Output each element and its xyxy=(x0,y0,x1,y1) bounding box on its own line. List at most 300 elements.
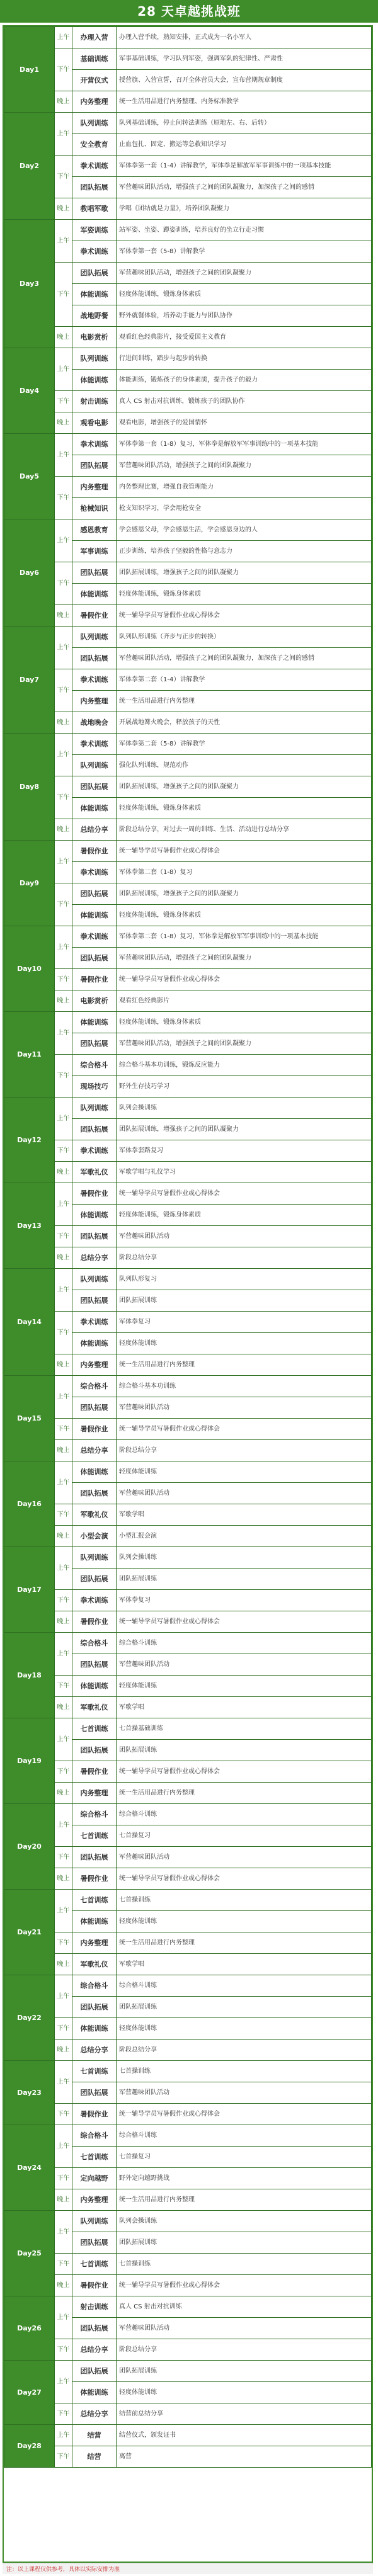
half-label: 上午 xyxy=(55,841,72,883)
half-label: 上午 xyxy=(55,1183,72,1226)
table-row xyxy=(4,263,372,284)
activity-description: 团队拓展训练 xyxy=(117,2361,372,2382)
activity-name: 安全教育 xyxy=(72,134,117,156)
table-row xyxy=(4,2403,372,2425)
activity-name: 内务整理 xyxy=(72,1354,117,1376)
half-label: 晚上 xyxy=(55,605,72,627)
half-label: 下午 xyxy=(55,1055,72,1098)
activity-description: 轻度体能训练 xyxy=(117,1461,372,1483)
table-row xyxy=(4,819,372,841)
activity-name: 拳术训练 xyxy=(72,862,117,883)
activity-name: 电影赏析 xyxy=(72,327,117,348)
half-label: 上午 xyxy=(55,519,72,562)
half-label: 上午 xyxy=(55,734,72,776)
day-label: Day11 xyxy=(4,1012,55,1098)
activity-name: 团队拓展 xyxy=(72,455,117,477)
activity-description: 军体拳套路复习 xyxy=(117,1140,372,1162)
half-label: 下午 xyxy=(55,2254,72,2275)
half-label: 晚上 xyxy=(55,412,72,434)
table-row xyxy=(4,412,372,434)
table-row xyxy=(4,734,372,755)
activity-name: 综合格斗 xyxy=(72,1804,117,1825)
activity-description: 统一生活用品进行内务整理 xyxy=(117,2189,372,2211)
half-label: 下午 xyxy=(55,2339,72,2361)
half-label: 晚上 xyxy=(55,990,72,1012)
table-row xyxy=(4,1376,372,1397)
activity-description: 统一辅导学员写暑假作业或心得体会 xyxy=(117,1183,372,1205)
half-label: 晚上 xyxy=(55,1247,72,1269)
table-row xyxy=(4,1140,372,1162)
table-row xyxy=(4,1954,372,1975)
half-label: 上午 xyxy=(55,348,72,391)
day-label: Day18 xyxy=(4,1633,55,1718)
activity-description: 军事基础训练，学习队列军姿，强调军队的纪律性、严肃性 xyxy=(117,48,372,70)
activity-name: 军歌礼仪 xyxy=(72,1162,117,1183)
activity-name: 射击训练 xyxy=(72,2296,117,2318)
activity-description: 队列基础训练，停止间转法训练（原地左、右、后转） xyxy=(117,113,372,134)
activity-description: 军营趣味团队活动，增强孩子之间的团队凝聚力，加深孩子之间的感情 xyxy=(117,177,372,198)
day-label: Day23 xyxy=(4,2061,55,2125)
activity-description: 团队拓展训练，增强孩子之间的团队凝聚力 xyxy=(117,883,372,905)
half-label: 晚上 xyxy=(55,1868,72,1890)
table-row xyxy=(4,1761,372,1783)
activity-description: 学会感恩父母，学会感恩生活，学会感恩身边的人 xyxy=(117,519,372,541)
activity-description: 统一生活用品进行内务整理 xyxy=(117,691,372,712)
activity-name: 军事训练 xyxy=(72,541,117,562)
table-row xyxy=(4,1055,372,1076)
activity-name: 体能训练 xyxy=(72,1911,117,1932)
activity-name: 现场技巧 xyxy=(72,1076,117,1098)
activity-description: 综合格斗训练 xyxy=(117,2125,372,2147)
activity-name: 定向越野 xyxy=(72,2168,117,2189)
half-label: 晚上 xyxy=(55,819,72,841)
activity-description: 统一生活用品进行内务整理 xyxy=(117,1932,372,1954)
activity-description: 军体拳第一套（1-8）复习，军体拳是解放军军事训练中的一项基本技能 xyxy=(117,434,372,455)
activity-name: 战地晚会 xyxy=(72,712,117,734)
activity-name: 七首训练 xyxy=(72,1825,117,1847)
activity-name: 拳术训练 xyxy=(72,1140,117,1162)
table-row xyxy=(4,198,372,220)
activity-description: 七首操基础训练 xyxy=(117,1718,372,1740)
day-label: Day19 xyxy=(4,1718,55,1804)
activity-description: 军体拳复习 xyxy=(117,1590,372,1611)
activity-name: 总结分享 xyxy=(72,819,117,841)
half-label: 下午 xyxy=(55,1312,72,1354)
half-label: 上午 xyxy=(55,2296,72,2339)
table-row xyxy=(4,2361,372,2382)
table-row xyxy=(4,1847,372,1868)
activity-name: 综合格斗 xyxy=(72,2125,117,2147)
activity-name: 团队拓展 xyxy=(72,2232,117,2254)
table-row xyxy=(4,1012,372,1033)
activity-name: 团队拓展 xyxy=(72,1740,117,1761)
activity-name: 总结分享 xyxy=(72,2403,117,2425)
day-label: Day24 xyxy=(4,2125,55,2211)
activity-description: 真人 CS 射击对抗训练，锻炼孩子的团队协作 xyxy=(117,391,372,412)
half-label: 上午 xyxy=(55,2061,72,2104)
activity-description: 站军姿、坐姿、蹲姿训练，培养良好的坐立行走习惯 xyxy=(117,220,372,241)
table-row xyxy=(4,2211,372,2232)
activity-description: 军歌学唱 xyxy=(117,1697,372,1718)
activity-description: 阶段总结分享，对过去一周的训练、生活、活动进行总结分享 xyxy=(117,819,372,841)
activity-name: 总结分享 xyxy=(72,1247,117,1269)
half-label: 下午 xyxy=(55,1847,72,1868)
activity-name: 团队拓展 xyxy=(72,883,117,905)
half-label: 晚上 xyxy=(55,712,72,734)
activity-name: 内务整理 xyxy=(72,477,117,498)
activity-name: 团队拓展 xyxy=(72,2082,117,2104)
table-row xyxy=(4,1440,372,1461)
activity-name: 观看电影 xyxy=(72,412,117,434)
table-row xyxy=(4,562,372,584)
half-label: 下午 xyxy=(55,391,72,412)
activity-description: 团队拓展训练，增强孩子之间的团队凝聚力 xyxy=(117,562,372,584)
activity-description: 轻度体能训练 xyxy=(117,2382,372,2403)
day-label: Day7 xyxy=(4,627,55,734)
activity-name: 暑假作业 xyxy=(72,841,117,862)
activity-description: 七首操复习 xyxy=(117,1825,372,1847)
activity-description: 军歌学唱 xyxy=(117,1504,372,1526)
activity-name: 内务整理 xyxy=(72,91,117,113)
activity-description: 观看红色经典影片，接受爱国主义教育 xyxy=(117,327,372,348)
half-label: 上午 xyxy=(55,1975,72,2018)
activity-name: 开营仪式 xyxy=(72,70,117,91)
activity-description: 军营趣味团队活动，增强孩子之间的团队凝聚力 xyxy=(117,455,372,477)
activity-name: 体能训练 xyxy=(72,370,117,391)
activity-name: 团队拓展 xyxy=(72,1654,117,1676)
activity-name: 感恩教育 xyxy=(72,519,117,541)
activity-description: 团队拓展训练 xyxy=(117,1569,372,1590)
activity-description: 统一生活用品进行内务整理、内务标准教学 xyxy=(117,91,372,113)
activity-description: 团队拓展训练 xyxy=(117,1740,372,1761)
day-label: Day15 xyxy=(4,1376,55,1461)
activity-description: 统一辅导学员写暑假作业或心得体会 xyxy=(117,2104,372,2125)
half-label: 上午 xyxy=(55,2125,72,2168)
activity-name: 团队拓展 xyxy=(72,2318,117,2339)
table-row xyxy=(4,712,372,734)
half-label: 上午 xyxy=(55,2425,72,2446)
table-row xyxy=(4,1526,372,1547)
footer-note: 注：以上课程仅供参考，具体以实际安排为准 xyxy=(6,2567,120,2573)
activity-description: 办理入营手续，熟知安排，正式成为一名小军人 xyxy=(117,27,372,48)
activity-name: 团队拓展 xyxy=(72,1847,117,1868)
table-row xyxy=(4,605,372,627)
activity-name: 体能训练 xyxy=(72,2018,117,2040)
half-label: 下午 xyxy=(55,883,72,926)
half-label: 下午 xyxy=(55,1590,72,1611)
half-label: 下午 xyxy=(55,1226,72,1247)
table-row xyxy=(4,1312,372,1333)
activity-description: 军营趣味团队活动，增强孩子之间的团队凝聚力 xyxy=(117,263,372,284)
day-label: Day27 xyxy=(4,2361,55,2425)
activity-name: 办理入营 xyxy=(72,27,117,48)
activity-description: 体能训练，锻炼孩子的身体素质，提升孩子的毅力 xyxy=(117,370,372,391)
table-row xyxy=(4,2275,372,2296)
activity-description: 队列队形训练（齐步与正步的转换） xyxy=(117,627,372,648)
activity-name: 内务整理 xyxy=(72,691,117,712)
half-label: 下午 xyxy=(55,48,72,91)
activity-name: 七首训练 xyxy=(72,1890,117,1911)
table-row xyxy=(4,1098,372,1119)
table-row xyxy=(4,883,372,905)
activity-name: 团队拓展 xyxy=(72,1483,117,1504)
activity-name: 结营 xyxy=(72,2425,117,2446)
activity-description: 结营前总结分享 xyxy=(117,2403,372,2425)
table-row xyxy=(4,91,372,113)
half-label: 晚上 xyxy=(55,1697,72,1718)
activity-name: 拳术训练 xyxy=(72,1590,117,1611)
activity-description: 野外生存技巧学习 xyxy=(117,1076,372,1098)
day-label: Day12 xyxy=(4,1098,55,1183)
table-row xyxy=(4,926,372,948)
half-label: 上午 xyxy=(55,1633,72,1676)
activity-name: 七首训练 xyxy=(72,2254,117,2275)
activity-name: 基础训练 xyxy=(72,48,117,70)
activity-description: 轻度体能训练，锻炼身体素质 xyxy=(117,584,372,605)
half-label: 上午 xyxy=(55,1718,72,1761)
half-label: 晚上 xyxy=(55,1611,72,1633)
activity-description: 军体拳复习 xyxy=(117,1312,372,1333)
activity-name: 团队拓展 xyxy=(72,1119,117,1140)
activity-description: 小型汇报会演 xyxy=(117,1526,372,1547)
activity-description: 军营趣味团队活动 xyxy=(117,1847,372,1868)
activity-name: 内务整理 xyxy=(72,1783,117,1804)
activity-name: 拳术训练 xyxy=(72,241,117,263)
activity-description: 授营旗、入营宣誓，召开全体营员大会，宣布营期规章制度 xyxy=(117,70,372,91)
table-row xyxy=(4,1932,372,1954)
activity-name: 综合格斗 xyxy=(72,1975,117,1997)
table-row xyxy=(4,327,372,348)
activity-description: 队列会操训练 xyxy=(117,1547,372,1569)
activity-name: 总结分享 xyxy=(72,2040,117,2061)
activity-name: 军歌礼仪 xyxy=(72,1504,117,1526)
activity-name: 拳术训练 xyxy=(72,156,117,177)
half-label: 下午 xyxy=(55,156,72,198)
activity-name: 团队拓展 xyxy=(72,1290,117,1312)
table-row xyxy=(4,1354,372,1376)
day-label: Day10 xyxy=(4,926,55,1012)
table-row xyxy=(4,2254,372,2275)
day-label: Day9 xyxy=(4,841,55,926)
half-label: 上午 xyxy=(55,627,72,669)
activity-description: 七首操训练 xyxy=(117,2254,372,2275)
activity-description: 七首操训练 xyxy=(117,1890,372,1911)
half-label: 上午 xyxy=(55,434,72,477)
activity-description: 统一辅导学员写暑假作业或心得体会 xyxy=(117,841,372,862)
activity-description: 综合格斗训练 xyxy=(117,1804,372,1825)
half-label: 上午 xyxy=(55,2361,72,2403)
activity-name: 体能训练 xyxy=(72,905,117,926)
table-row xyxy=(4,2296,372,2318)
activity-description: 开展战地篝火晚会，释放孩子的天性 xyxy=(117,712,372,734)
day-label: Day26 xyxy=(4,2296,55,2361)
activity-description: 阶段总结分享 xyxy=(117,2040,372,2061)
table-row xyxy=(4,1633,372,1654)
activity-name: 暑假作业 xyxy=(72,1868,117,1890)
activity-description: 观看电影，增强孩子的爱国情怀 xyxy=(117,412,372,434)
half-label: 下午 xyxy=(55,776,72,819)
activity-description: 队列会操训练 xyxy=(117,2211,372,2232)
activity-description: 轻度体能训练，锻炼身体素质 xyxy=(117,798,372,819)
half-label: 下午 xyxy=(55,969,72,990)
activity-description: 七首操复习 xyxy=(117,2147,372,2168)
half-label: 晚上 xyxy=(55,91,72,113)
table-row xyxy=(4,2425,372,2446)
table-row xyxy=(4,1461,372,1483)
activity-description: 军歌学唱 xyxy=(117,1954,372,1975)
activity-name: 综合格斗 xyxy=(72,1055,117,1076)
activity-description: 轻度体能训练，锻炼身体素质 xyxy=(117,905,372,926)
half-label: 上午 xyxy=(55,113,72,156)
activity-description: 轻度体能训练，锻炼身体素质 xyxy=(117,1205,372,1226)
activity-name: 内务整理 xyxy=(72,1932,117,1954)
activity-description: 军体拳第一套（1-4）讲解教学，军体拳是解放军军事训练中的一项基本技能 xyxy=(117,156,372,177)
day-label: Day5 xyxy=(4,434,55,519)
activity-description: 综合格斗基本功训练 xyxy=(117,1376,372,1397)
day-label: Day1 xyxy=(4,27,55,113)
half-label: 晚上 xyxy=(55,2189,72,2211)
table-row xyxy=(4,776,372,798)
activity-description: 军营趣味团队活动，增强孩子之间的团队凝聚力 xyxy=(117,1033,372,1055)
activity-name: 团队拓展 xyxy=(72,648,117,669)
activity-description: 军体拳第一套（5-8）讲解教学 xyxy=(117,241,372,263)
table-row xyxy=(4,2339,372,2361)
activity-description: 军营趣味团队活动，增强孩子之间的团队凝聚力 xyxy=(117,948,372,969)
table-row xyxy=(4,1419,372,1440)
activity-description: 团队拓展训练，增强孩子之间的团队凝聚力 xyxy=(117,1119,372,1140)
activity-name: 拳术训练 xyxy=(72,926,117,948)
activity-name: 内务整理 xyxy=(72,2189,117,2211)
table-row xyxy=(4,1247,372,1269)
table-row xyxy=(4,1611,372,1633)
half-label: 晚上 xyxy=(55,1783,72,1804)
half-label: 下午 xyxy=(55,562,72,605)
half-label: 下午 xyxy=(55,1419,72,1440)
activity-description: 军体拳第二套（1-8）复习 xyxy=(117,862,372,883)
activity-name: 队列训练 xyxy=(72,2211,117,2232)
activity-name: 暑假作业 xyxy=(72,2104,117,2125)
activity-name: 体能训练 xyxy=(72,284,117,305)
activity-name: 七首训练 xyxy=(72,2147,117,2168)
activity-name: 团队拓展 xyxy=(72,1397,117,1419)
day-label: Day3 xyxy=(4,220,55,348)
half-label: 上午 xyxy=(55,1547,72,1590)
activity-description: 统一生活用品进行内务整理 xyxy=(117,1783,372,1804)
table-row xyxy=(4,1718,372,1740)
day-label: Day4 xyxy=(4,348,55,434)
activity-name: 拳术训练 xyxy=(72,1312,117,1333)
activity-name: 暑假作业 xyxy=(72,1761,117,1783)
table-row xyxy=(4,1183,372,1205)
activity-description: 军体拳第二套（5-8）讲解教学 xyxy=(117,734,372,755)
activity-description: 团队拓展训练 xyxy=(117,1997,372,2018)
table-row xyxy=(4,477,372,498)
activity-description: 轻度体能训练 xyxy=(117,2018,372,2040)
activity-name: 战地野餐 xyxy=(72,305,117,327)
half-label: 晚上 xyxy=(55,2040,72,2061)
activity-description: 统一辅导学员写暑假作业或心得体会 xyxy=(117,605,372,627)
half-label: 上午 xyxy=(55,1012,72,1055)
activity-name: 拳术训练 xyxy=(72,734,117,755)
activity-name: 团队拓展 xyxy=(72,1569,117,1590)
activity-description: 统一生活用品进行内务整理 xyxy=(117,1354,372,1376)
half-label: 下午 xyxy=(55,2446,72,2468)
half-label: 下午 xyxy=(55,1676,72,1697)
activity-description: 统一辅导学员写暑假作业或心得体会 xyxy=(117,969,372,990)
day-label: Day8 xyxy=(4,734,55,841)
activity-description: 团队拓展训练，增强孩子之间的团队凝聚力 xyxy=(117,776,372,798)
table-row xyxy=(4,2168,372,2189)
half-label: 下午 xyxy=(55,2168,72,2189)
activity-name: 团队拓展 xyxy=(72,263,117,284)
activity-name: 结营 xyxy=(72,2446,117,2468)
activity-description: 军体拳第二套（1-4）讲解教学 xyxy=(117,669,372,691)
activity-name: 电影赏析 xyxy=(72,990,117,1012)
activity-description: 轻度体能训练，锻炼身体素质 xyxy=(117,1012,372,1033)
schedule-table xyxy=(4,26,372,2468)
activity-name: 队列训练 xyxy=(72,113,117,134)
table-row xyxy=(4,2061,372,2082)
half-label: 上午 xyxy=(55,1890,72,1932)
activity-description: 枪支知识学习，学会用枪安全 xyxy=(117,498,372,519)
table-row xyxy=(4,1783,372,1804)
activity-name: 团队拓展 xyxy=(72,776,117,798)
activity-description: 离营 xyxy=(117,2446,372,2468)
half-label: 上午 xyxy=(55,1804,72,1847)
table-row xyxy=(4,1226,372,1247)
day-label: Day28 xyxy=(4,2425,55,2468)
activity-description: 军营趣味团队活动 xyxy=(117,1483,372,1504)
activity-description: 强化队列训练，规范动作 xyxy=(117,755,372,776)
activity-description: 团队拓展训练 xyxy=(117,2232,372,2254)
activity-name: 团队拓展 xyxy=(72,1033,117,1055)
activity-name: 暑假作业 xyxy=(72,2275,117,2296)
activity-description: 真人 CS 射击对抗训练 xyxy=(117,2296,372,2318)
half-label: 下午 xyxy=(55,477,72,519)
activity-name: 暑假作业 xyxy=(72,1611,117,1633)
table-row xyxy=(4,391,372,412)
activity-name: 军歌礼仪 xyxy=(72,1954,117,1975)
half-label: 上午 xyxy=(55,1461,72,1504)
activity-description: 综合格斗基本功训练，锻炼反应能力 xyxy=(117,1055,372,1076)
activity-description: 军营趣味团队活动 xyxy=(117,2318,372,2339)
day-label: Day20 xyxy=(4,1804,55,1890)
table-row xyxy=(4,627,372,648)
half-label: 晚上 xyxy=(55,1354,72,1376)
table-row xyxy=(4,1504,372,1526)
activity-name: 团队拓展 xyxy=(72,948,117,969)
activity-description: 军营趣味团队活动 xyxy=(117,1226,372,1247)
half-label: 晚上 xyxy=(55,198,72,220)
activity-name: 体能训练 xyxy=(72,1676,117,1697)
half-label: 晚上 xyxy=(55,327,72,348)
schedule-rows xyxy=(4,27,372,2468)
activity-description: 队列队形复习 xyxy=(117,1269,372,1290)
table-row xyxy=(4,48,372,70)
table-row xyxy=(4,2018,372,2040)
table-row xyxy=(4,113,372,134)
table-row xyxy=(4,156,372,177)
activity-name: 综合格斗 xyxy=(72,1376,117,1397)
activity-description: 队列会操训练 xyxy=(117,1098,372,1119)
table-row xyxy=(4,969,372,990)
activity-name: 暑假作业 xyxy=(72,1183,117,1205)
activity-name: 团队拓展 xyxy=(72,562,117,584)
activity-name: 团队拓展 xyxy=(72,1997,117,2018)
activity-description: 军营趣味团队活动 xyxy=(117,1397,372,1419)
table-row xyxy=(4,1697,372,1718)
activity-name: 体能训练 xyxy=(72,1012,117,1033)
